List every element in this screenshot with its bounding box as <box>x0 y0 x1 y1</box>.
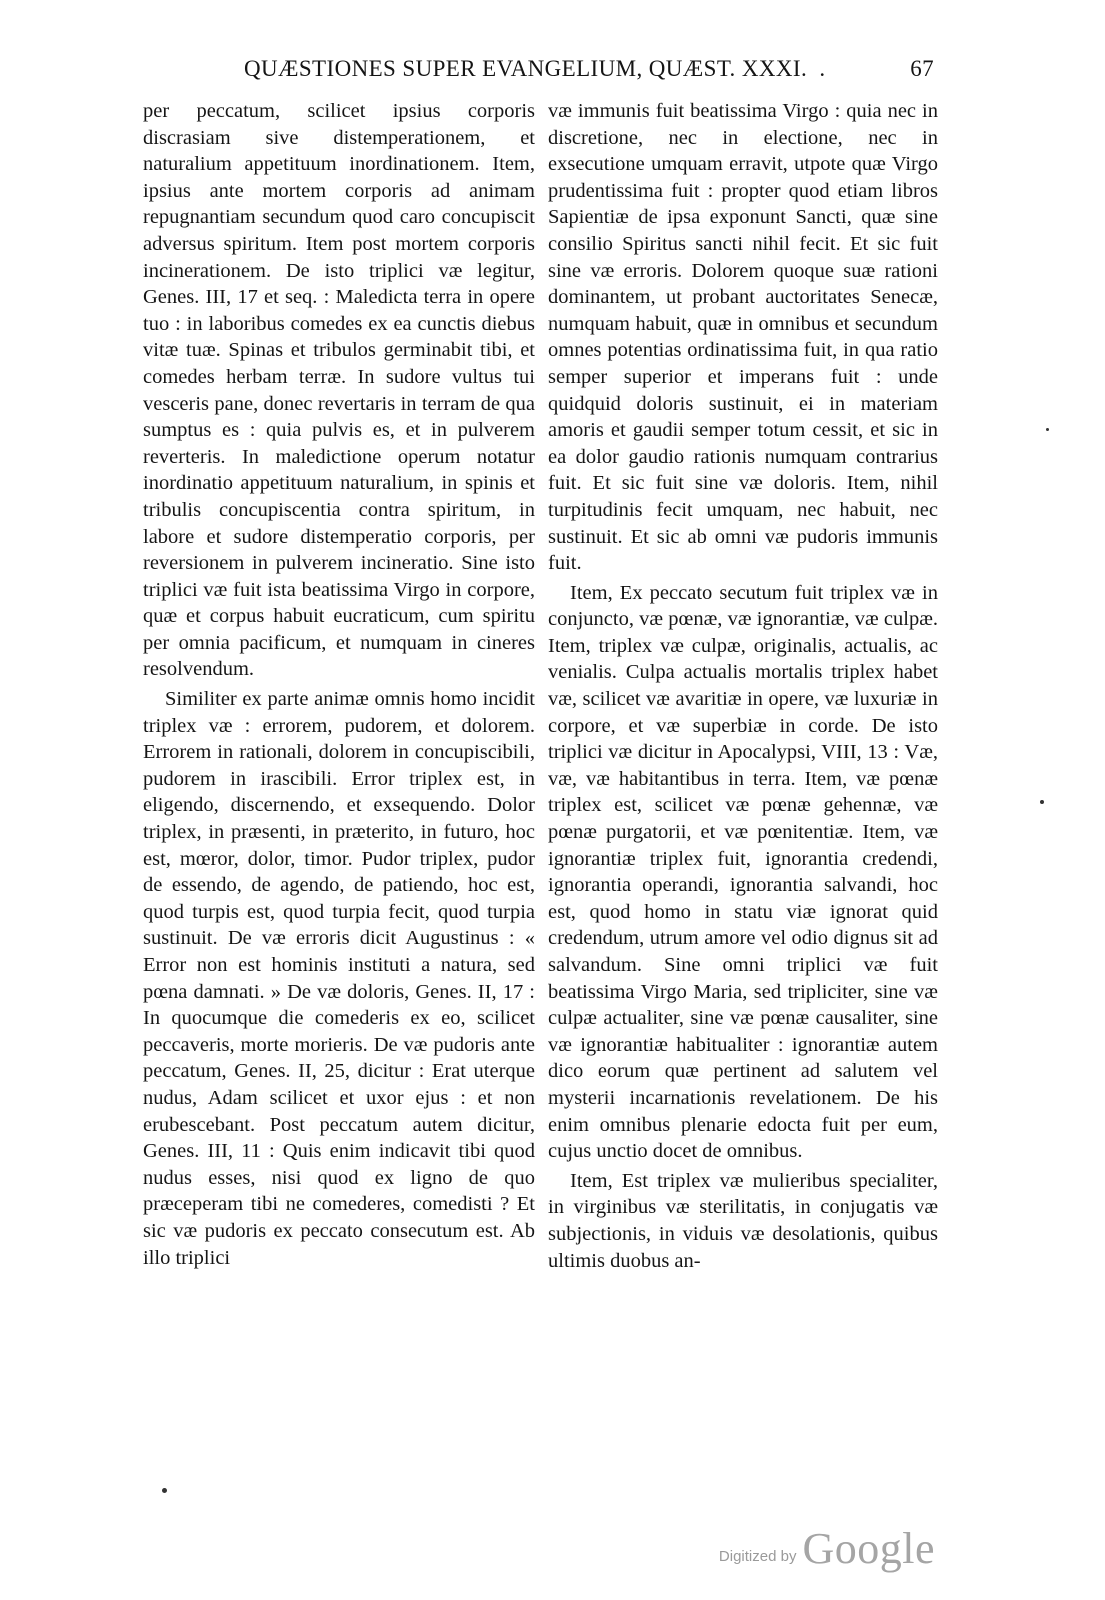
header-separator: . <box>819 56 826 81</box>
scan-speck <box>1046 428 1049 431</box>
paragraph: Item, Est triplex væ mulieribus specialiter, in virginibus væ sterilitatis, in conjugatis væ subjectionis, in viduis væ desolationis, quibus ultimis duobus an- <box>548 1169 938 1272</box>
scan-speck <box>1040 800 1044 804</box>
page-number: 67 <box>910 56 934 81</box>
google-logo: Google <box>802 1524 935 1573</box>
running-header <box>244 56 944 92</box>
digitized-by-label: Digitized by <box>718 1548 797 1565</box>
running-title <box>244 56 826 82</box>
right-text-column <box>548 98 938 1274</box>
paragraph: væ immunis fuit beatissima Virgo : quia nec in discretione, nec in electione, nec in exsecutione umquam erravit, utpote quæ Virgo prudentissima fuit : propter quod etiam libros Sapientiæ de ipsa exponunt Sancti, quæ sine consilio Spiritus sancti nihil fecit. Et sic fuit sine væ erroris. Dolorem quoque suæ rationi dominantem, ut probant auctoritates Senecæ, numquam habuit, quæ in omnibus et secundum omnes potentias ordinatissima fuit, in qua ratio semper superior et imperans fuit : unde quidquid doloris sustinuit, ei in materiam amoris et gaudii semper totum cessit, et sic in ea dolor gaudio rationis numquam contrarius fuit. Et sic fuit sine væ doloris. Item, nihil turpitudinis fecit umquam, nec habuit, nec sustinuit. Et sic ab omni væ pudoris immunis fuit. <box>548 100 938 575</box>
left-text-column <box>143 98 535 1271</box>
running-title-text: QUÆSTIONES SUPER EVANGELIUM, QUÆST. XXXI. <box>244 56 808 81</box>
paragraph: Item, Ex peccato secutum fuit triplex væ in conjuncto, væ pœnæ, væ ignorantiæ, væ culpæ. Item, triplex væ culpæ, originalis, actualis, ac venialis. Culpa actualis mortalis triplex habet væ, scilicet væ avaritiæ in opere, væ luxuriæ in corpore, et væ superbiæ in corde. De isto triplici væ dicitur in Apocalypsi, VIII, 13 : Væ, væ, væ habitantibus in terra. Item, væ pœnæ triplex est, scilicet væ pœnæ gehennæ, væ pœnæ purgatorii, et væ pœnitentiæ. Item, væ ignorantiæ triplex fuit, ignorantia credendi, ignorantia operandi, ignorantia salvandi, hoc est, quod homo in statu viæ ignorat quid credendum, utrum amore vel odio dignus sit ad salvandum. Sine omni triplici væ fuit beatissima Virgo Maria, sed tripliciter, sine væ culpæ actualiter, sine væ pœnæ causaliter, sine væ ignorantiæ habitualiter : ignorantiæ autem dico eorum quæ pertinent ad salutem vel mysterii incarnationis revelationem. De his enim omnibus plenarie edocta fuit per eum, cujus unctio docet de omnibus. <box>548 581 938 1163</box>
paragraph: Similiter ex parte animæ omnis homo incidit triplex væ : errorem, pudorem, et dolorem. Errorem in rationali, dolorem in concupiscibili, pudorem in irascibili. Error triplex est, in eligendo, discernendo, et exsequendo. Dolor triplex, in præsenti, in præterito, in futuro, hoc est, mœror, dolor, timor. Pudor triplex, pudor de essendo, de agendo, de patiendo, hoc est, quod turpis est, quod turpia fecit, quod turpia sustinuit. De væ erroris dicit Augustinus : « Error non est hominis instituti a natura, sed pœna damnati. » De væ doloris, Genes. II, 17 : In quocumque die comederis ex eo, scilicet peccaveris, morte morieris. De væ pudoris ante peccatum, Genes. II, 25, dicitur : Erat uterque nudus, Adam scilicet et uxor ejus : et non erubescebant. Post peccatum autem dicitur, Genes. III, 11 : Quis enim indicavit tibi quod nudus esses, nisi quod ex ligno de quo præceperam tibi ne comederes, comedisti ? Et sic væ pudoris ex peccato consecutum est. Ab illo triplici <box>143 688 535 1269</box>
paragraph: per peccatum, scilicet ipsius corporis discrasiam sive distemperationem, et naturalium appetituum inordinationem. Item, ipsius ante mortem corporis ad animam repugnantiam secundum quod caro concupiscit adversus spiritum. Item post mortem corporis incinerationem. De isto triplici væ legitur, Genes. III, 17 et seq. : Maledicta terra in opere tuo : in laboribus comedes ex ea cunctis diebus vitæ tuæ. Spinas et tribulos germinabit tibi, et comedes herbam terræ. In sudore vultus tui vesceris pane, donec revertaris in terram de qua sumptus es : quia pulvis es, et in pulverem reverteris. In maledictione operum notatur inordinatio appetituum naturalium, in spinis et tribulis concupiscentia contra spiritum, in labore et sudore distemperatio corporis, per reversionem in pulverem incineratio. Sine isto triplici væ fuit ista beatissima Virgo in corpore, quæ et corpus habuit eucraticum, cum spiritu per omnia pacificum, et numquam in cineres resolvendum. <box>143 100 535 681</box>
scan-speck <box>162 1488 167 1493</box>
google-watermark <box>718 1524 935 1574</box>
